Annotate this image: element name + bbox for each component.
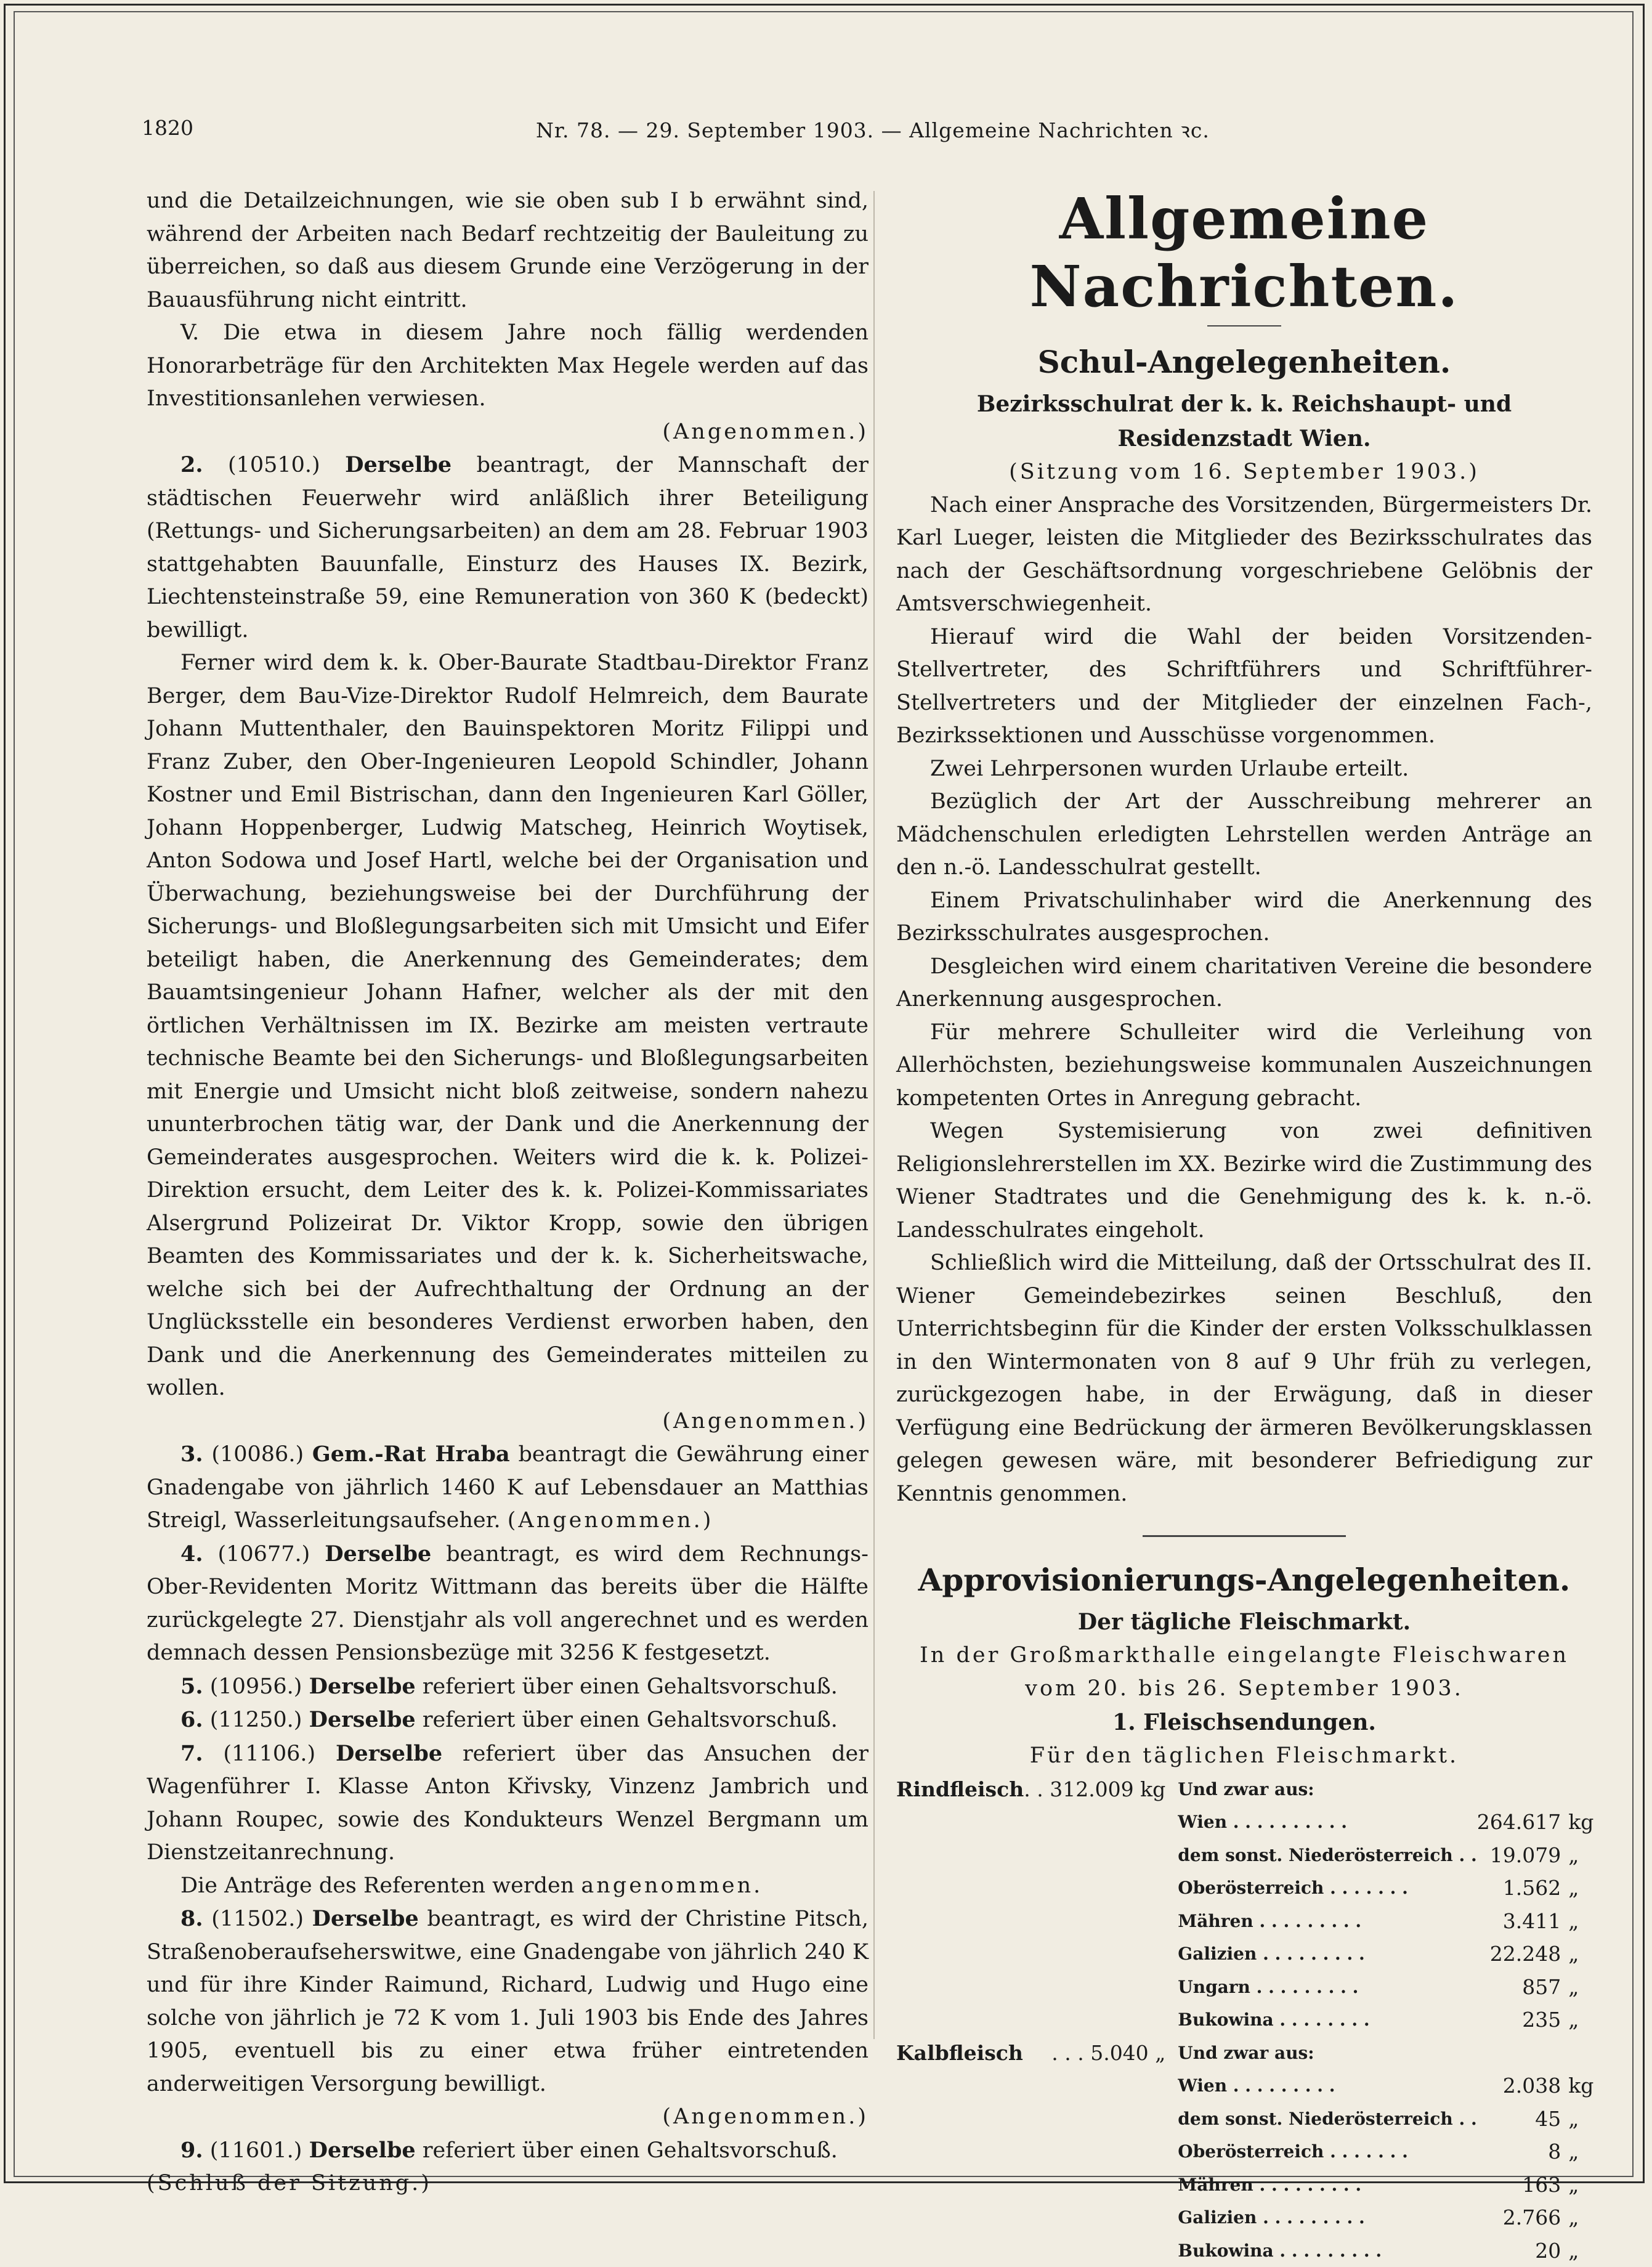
antraege-word: angenommen. [581,1873,763,1898]
item-text: referiert über das Ansuchen der Wagenführer I. Klasse Anton Křivsky, Vinzenz Jambrich und Johann Roupec, sowie des Kondukteurs Wenzel Bergmann um Dienstzeitanrechnung. [147,1742,869,1865]
item-text: referiert über einen Gehaltsvorschuß. [423,1708,838,1732]
speaker: Derselbe [309,2138,416,2163]
school-paragraph: Zwei Lehrpersonen wurden Urlaube erteilt. [896,753,1592,786]
item-text: referiert über einen Gehaltsvorschuß. [423,1674,838,1699]
category-total: . . . 5.040 „ [1024,2037,1178,2070]
running-title: Nr. 78. — 29. September 1903. — Allgemeine Nachrichten ꝛc. [536,116,1210,144]
agenda-item-4 [147,1538,869,1670]
antraege-text: Die Anträge des Referenten werden [180,1873,574,1898]
title-rule [1207,325,1281,326]
paragraph-continuation: und die Detailzeichnungen, wie sie oben sub I b erwähnt sind, während der Arbeiten nach Bedarf rechtzeitig der Bauleitung zu überreichen, so daß aus diesem Grunde eine Verzögerung in der Bauausführung nicht eintritt. [147,185,869,317]
right-column [896,185,1592,2267]
table-row: Oberösterreich . . . . . . . 1.562 „ [896,1872,1593,1905]
school-paragraph: Für mehrere Schulleiter wird die Verleihung von Allerhöchsten, beziehungsweise kommunalen Auszeichnungen kompetenten Ortes in Anregung gebracht. [896,1016,1592,1116]
item-ref: (10086.) [211,1442,304,1467]
running-header [142,116,1571,153]
item-text: beantragt die Gewährung einer Gnadengabe von jährlich 1460 K auf Lebensdauer an Matthias Streigl, Wasserleitungsaufseher. [147,1442,869,1533]
school-paragraph: Einem Privatschulinhaber wird die Anerkennung des Bezirksschulrates ausgesprochen. [896,885,1592,951]
speaker: Derselbe [336,1741,442,1766]
table-row: Galizien . . . . . . . . . 2.766 „ [896,2201,1593,2234]
item-number: 9. [180,2138,203,2163]
supply-section-title: Approvisionierungs-Angelegenheiten. [896,1555,1592,1605]
table-row: Galizien . . . . . . . . . 22.248 „ [896,1937,1593,1971]
paragraph-ferner: Ferner wird dem k. k. Ober-Baurate Stadtbau-Direktor Franz Berger, dem Bau-Vize-Direktor Rudolf Helmreich, dem Baurate Johann Muttenthaler, den Bauinspektoren Moritz Filippi und Franz Zuber, den Ober-Ingenieuren Leopold Schindler, Johann Kostner und Emil Bistrischan, dann den Ingenieuren Karl Göller, Johann Hoppenberger, Ludwig Matscheg, Heinrich Woytisek, Anton Sodowa und Josef Hartl, welche bei der Organisation und Überwachung, beziehungsweise bei der Durchführung der Sicherungs- und Bloßlegungsarbeiten sich mit Umsicht und Eifer beteiligt haben, die Anerkennung des Gemeinderates; dem Bauamtsingenieur Johann Hafner, welcher als der mit den örtlichen Verhältnissen im IX. Bezirke am meisten vertraute technische Beamte bei den Sicherungs- und Bloßlegungsarbeiten mit Energie und Umsicht nicht bloß zeitweise, sondern nahezu ununterbrochen tätig war, der Dank und die Anerkennung der Gemeinderates ausgesprochen. Weiters wird die k. k. Polizei-Direktion ersucht, dem Leiter des k. k. Polizei-Kommissariates Alsergrund Polizeirat Dr. Viktor Kropp, sowie den übrigen Beamten des Kommissariates und der k. k. Sicherheitswache, welche sich bei der Aufrechthaltung der Ordnung an der Unglücksstelle ein besonderes Verdienst erworben haben, den Dank und die Anerkennung des Gemeinderates mitteilen zu wollen. [147,647,869,1405]
market-line-1: In der Großmarkthalle eingelangte Fleischwaren [896,1639,1592,1673]
section-main-title: Allgemeine Nachrichten. [896,185,1592,320]
table-row: Oberösterreich . . . . . . . 8 „ [896,2135,1593,2168]
school-board-title: Bezirksschulrat der k. k. Reichshaupt- und Residenzstadt Wien. [896,387,1592,456]
item-ref: (10677.) [217,1542,310,1567]
item-number: 7. [180,1741,203,1766]
market-line-2: vom 20. bis 26. September 1903. [896,1673,1592,1706]
item-ref: (10956.) [210,1674,302,1699]
speaker: Derselbe [345,452,451,477]
item-ref: (11601.) [210,2138,302,2163]
school-paragraph: Desgleichen wird einem charitativen Vereine die besondere Anerkennung ausgesprochen. [896,951,1592,1016]
item-number: 6. [180,1707,203,1732]
daily-market-line: Für den täglichen Fleischmarkt. [896,1740,1592,1773]
school-section-title: Schul-Angelegenheiten. [896,338,1592,387]
table-row: Bukowina . . . . . . . . 235 „ [896,2003,1593,2037]
paragraph-honorar: V. Die etwa in diesem Jahre noch fällig werdenden Honorarbeträge für den Architekten Max Hegele werden auf das Investitionsanlehen verwiesen. [147,317,869,416]
table-row: Mähren . . . . . . . . . 3.411 „ [896,1905,1593,1938]
category-label: Kalbfleisch [896,2037,1024,2070]
school-paragraph: Schließlich wird die Mitteilung, daß der Ortsschulrat des II. Wiener Gemeindebezirkes seinen Beschluß, den Unterrichtsbeginn für die Kinder der ersten Volksschulklassen in den Wintermonaten von 8 auf 9 Uhr früh zu verlegen, zurückgezogen habe, in der Erwägung, daß in dieser Verfügung eine Bedrückung der ärmeren Bevölkerungsklassen gelegen gewesen wäre, mit besonderer Befriedigung zur Kenntnis genommen. [896,1247,1592,1511]
resolution-note: (Angenommen.) [147,2101,869,2134]
item-ref: (11250.) [210,1708,302,1732]
agenda-item-7 [147,1737,869,1870]
item-number: 8. [180,1906,203,1931]
item-number: 2. [180,452,203,477]
origin-heading: Und zwar aus: [1178,2037,1593,2070]
agenda-item-3 [147,1438,869,1538]
column-divider [873,191,875,2039]
table-row [896,1773,1593,1806]
agenda-item-9 [147,2134,869,2168]
item-number: 3. [180,1442,203,1467]
item-ref: (11106.) [223,1742,315,1766]
left-column [147,185,869,2200]
session-end: (Schluß der Sitzung.) [147,2167,869,2200]
item-text: beantragt, der Mannschaft der städtischen Feuerwehr wird anläßlich ihrer Beteiligung (Rettungs- und Sicherungsarbeiten) an dem am 28. Februar 1903 stattgehabten Bauunfalle, Einsturz des Hauses IX. Bezirk, Liechtensteinstraße 59, eine Remuneration von 360 K (bedeckt) bewilligt. [147,453,869,643]
school-paragraph: Wegen Systemisierung von zwei definitiven Religionslehrerstellen im XX. Bezirke wird die Zustimmung des Wiener Stadtrates und die Genehmigung des k. k. n.-ö. Landesschulrates eingeholt. [896,1115,1592,1247]
resolution-note: (Angenommen.) [147,1405,869,1438]
agenda-item-8 [147,1902,869,2101]
item-ref: (11502.) [211,1907,304,1931]
antraege-note [147,1870,869,1903]
school-paragraph: Bezüglich der Art der Ausschreibung mehrerer an Mädchenschulen erledigten Lehrstellen werden Anträge an den n.-ö. Landesschulrat gestellt. [896,785,1592,885]
speaker: Gem.-Rat Hraba [312,1442,510,1467]
item-ref: (10510.) [228,453,320,477]
agenda-item-5 [147,1670,869,1704]
meat-market-title: Der tägliche Fleischmarkt. [896,1605,1592,1639]
table-row [896,2037,1593,2070]
resolution-note: (Angenommen.) [147,416,869,449]
item-number: 4. [180,1541,203,1567]
item-text: referiert über einen Gehaltsvorschuß. [423,2138,838,2163]
agenda-item-2 [147,448,869,647]
resolution-note: (Angenommen.) [508,1508,714,1533]
section-rule [1143,1535,1346,1537]
speaker: Derselbe [309,1707,416,1732]
shipments-heading: 1. Fleischsendungen. [896,1705,1592,1740]
table-row: Wien . . . . . . . . . 2.038 kg [896,2069,1593,2103]
category-label: Rindfleisch [896,1773,1024,1806]
table-row: Mähren . . . . . . . . . 163 „ [896,2168,1593,2202]
page-number: 1820 [142,116,193,140]
origin-heading: Und zwar aus: [1178,1773,1593,1806]
school-paragraph: Hierauf wird die Wahl der beiden Vorsitzenden-Stellvertreter, des Schriftführers und Schriftführer-Stellvertreters und der Mitglieder der einzelnen Fach-, Bezirkssektionen und Ausschüsse vorgenommen. [896,621,1592,753]
table-row: dem sonst. Niederösterreich . . 45 „ [896,2103,1593,2136]
table-row: Wien . . . . . . . . . . 264.617 kg [896,1806,1593,1839]
item-number: 5. [180,1674,203,1699]
table-row: dem sonst. Niederösterreich . . 19.079 „ [896,1839,1593,1872]
category-total: . . 312.009 kg [1024,1773,1178,1806]
school-paragraph: Nach einer Ansprache des Vorsitzenden, Bürgermeisters Dr. Karl Lueger, leisten die Mitglieder des Bezirksschulrates das nach der Geschäftsordnung vorgeschriebene Gelöbnis der Amtsverschwiegenheit. [896,489,1592,621]
session-date: (Sitzung vom 16. September 1903.) [896,456,1592,489]
table-row: Bukowina . . . . . . . . . 20 „ [896,2234,1593,2267]
table-row: Ungarn . . . . . . . . . 857 „ [896,1971,1593,2004]
item-text: beantragt, es wird dem Rechnungs-Ober-Revidenten Moritz Wittmann das bereits über die Hälfte zurückgelegte 27. Dienstjahr als voll angerechnet und es werden demnach dessen Pensionsbezüge mit 3256 K festgesetzt. [147,1542,869,1666]
speaker: Derselbe [325,1541,431,1567]
speaker: Derselbe [309,1674,416,1699]
agenda-item-6 [147,1703,869,1737]
speaker: Derselbe [312,1906,419,1931]
item-text: beantragt, es wird der Christine Pitsch, Straßenoberaufseherswitwe, eine Gnadengabe von jährlich 240 K und für ihre Kinder Raimund, Richard, Ludwig und Hugo eine solche von jährlich je 72 K vom 1. Juli 1903 bis Ende des Jahres 1905, eventuell bis zu einer etwa früher eintretenden anderweitigen Versorgung bewilligt. [147,1907,869,2096]
meat-shipments-table [896,1773,1593,2267]
